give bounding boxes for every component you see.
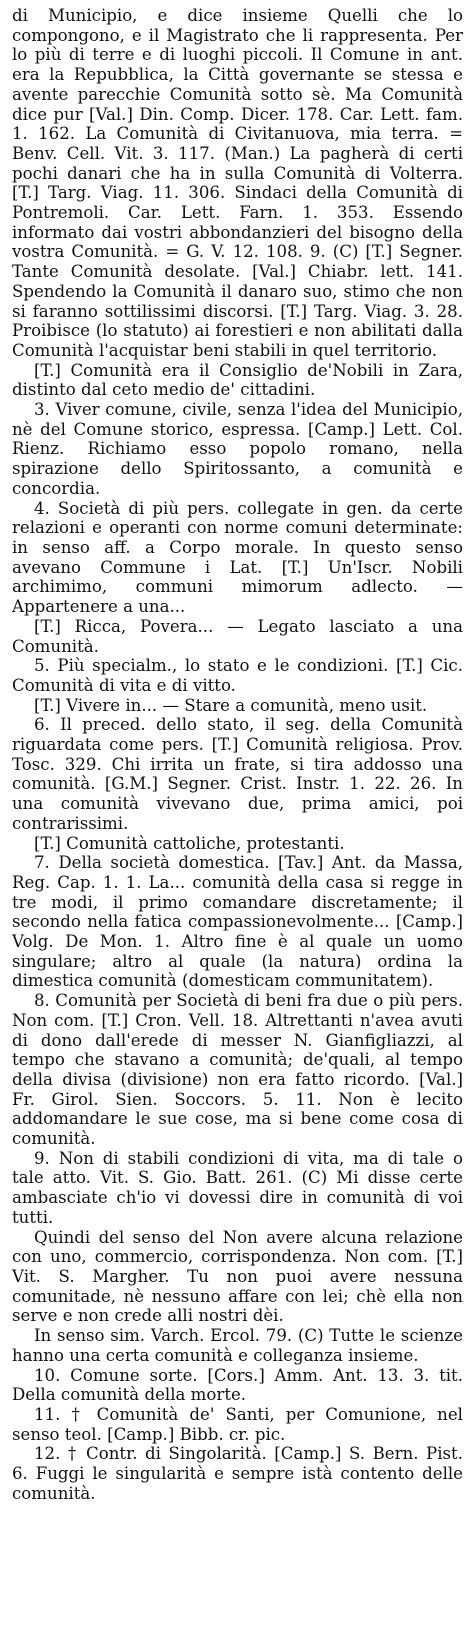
sense-8: 8. Comunità per Società di beni fra due o più pers. Non com. [T.] Cron. Vell. 18. Altrettanti n'avea avuti di dono dall'erede di messer N. Gianfigliazzi, al tempo che stavano a comunità; de'quali, al tempo della divisa (divisione) non era fatto ricordo. [Val.] Fr. Girol. Sien. Soccors. 5. 11. Non è lecito addomandare le sue cose, ma si bene come cosa di comunità. (12, 991, 463, 1149)
sense-3: 3. Viver comune, civile, senza l'idea del Municipio, nè del Comune storico, espressa. [Camp.] Lett. Col. Rienz. Richiamo esso popolo romano, nella spirazione dello Spiritossanto, a comunità e concordia. (12, 400, 463, 498)
sense-7: 7. Della società domestica. [Tav.] Ant. da Massa, Reg. Cap. 1. 1. La... comunità della casa si regge in tre modi, il primo comandare discretamente; il secondo nella fatica compassionevolmente... [Camp.] Volg. De Mon. 1. Altro fine è al quale un uomo singulare; altro al quale (la natura) ordina la dimestica comunità (domesticam communitatem). (12, 853, 463, 991)
sense-10: 10. Comune sorte. [Cors.] Amm. Ant. 13. 3. tit. Della comunità della morte. (12, 1365, 463, 1405)
sense-12: 12. † Contr. di Singolarità. [Camp.] S. Bern. Pist. 6. Fuggi le singularità e sempre istà contento delle comunità. (12, 1444, 463, 1503)
sense-6-example: [T.] Comunità cattoliche, protestanti. (34, 833, 345, 853)
entry-paragraph-1: di Municipio, e dice insieme Quelli che lo compongono, e il Magistrato che li rappresenta. Per lo più di terre e di luoghi piccoli. Il Comune in ant. era la Repubblica, la Città governante se stessa e avente parecchie Comunità sotto sè. Ma Comunità dice pur [Val.] Din. Comp. Dicer. 178. Car. Lett. fam. 1. 162. La Comunità di Civitanuova, mia terra. = Benv. Cell. Vit. 3. 117. (Man.) La pagherà di certi pochi danari che ha in sulla Comunità di Volterra. [T.] Targ. Viag. 11. 306. Sindaci della Comunità di Pontremoli. Car. Lett. Farn. 1. 353. Essendo informato dai vostri abbondanzieri del bisogno della vostra Comunità. = G. V. 12. 108. 9. (C) [T.] Segner. Tante Comunità desolate. [Val.] Chiabr. lett. 141. Spendendo la Comunità il danaro suo, stimo che non si faranno sottilissimi discorsi. [T.] Targ. Viag. 3. 28. Proibisce (lo statuto) ai forestieri e non abilitati dalla Comunità l'acquistar beni stabili in quel territorio. (12, 6, 463, 360)
sense-11: 11. † Comunità de' Santi, per Comunione, nel senso teol. [Camp.] Bibb. cr. pic. (12, 1404, 463, 1444)
entry-paragraph-2: [T.] Comunità era il Consiglio de'Nobili in Zara, distinto dal ceto medio de' cittadini. (12, 360, 463, 400)
sense-6: 6. Il preced. dello stato, il seg. della Comunità riguardata come pers. [T.] Comunità religiosa. Prov. Tosc. 329. Chi irrita un frate, si tira addosso una comunità. [G.M.] Segner. Crist. Instr. 1. 22. 26. In una comunità vivevano due, prima amici, poi contrarissimi. (12, 715, 463, 833)
sense-4: 4. Società di più pers. collegate in gen. da certe relazioni e operanti con norme comuni determinate: in senso aff. a Corpo morale. In questo senso avevano Commune i Lat. [T.] Un'Iscr. Nobili archimimo, communi mimorum adlecto. — Appartenere a una... (12, 498, 463, 617)
sense-9-similar: In senso sim. Varch. Ercol. 79. (C) Tutte le scienze hanno una certa comunità e colleganza insieme. (12, 1326, 463, 1365)
sense-5-example: [T.] Vivere in... — Stare a comunità, meno usit. (34, 695, 428, 715)
sense-5: 5. Più specialm., lo stato e le condizioni. [T.] Cic. Comunità di vita e di vitto. (12, 656, 463, 695)
sense-4-example: [T.] Ricca, Povera... — Legato lasciato a una Comunità. (12, 616, 463, 656)
sense-9: 9. Non di stabili condizioni di vita, ma di tale o tale atto. Vit. S. Gio. Batt. 261. (C) Mi disse certe ambasciate ch'io vi dovessi dire in comunità di voi tutti. (12, 1148, 463, 1227)
sense-9-derived: Quindi del senso del Non avere alcuna relazione con uno, commercio, corrispondenza. Non com. [T.] Vit. S. Margher. Tu non puoi avere nessuna comunitade, nè nessuno affare con lei; chè ella non serve e non crede alli nostri dèi. (12, 1227, 463, 1326)
